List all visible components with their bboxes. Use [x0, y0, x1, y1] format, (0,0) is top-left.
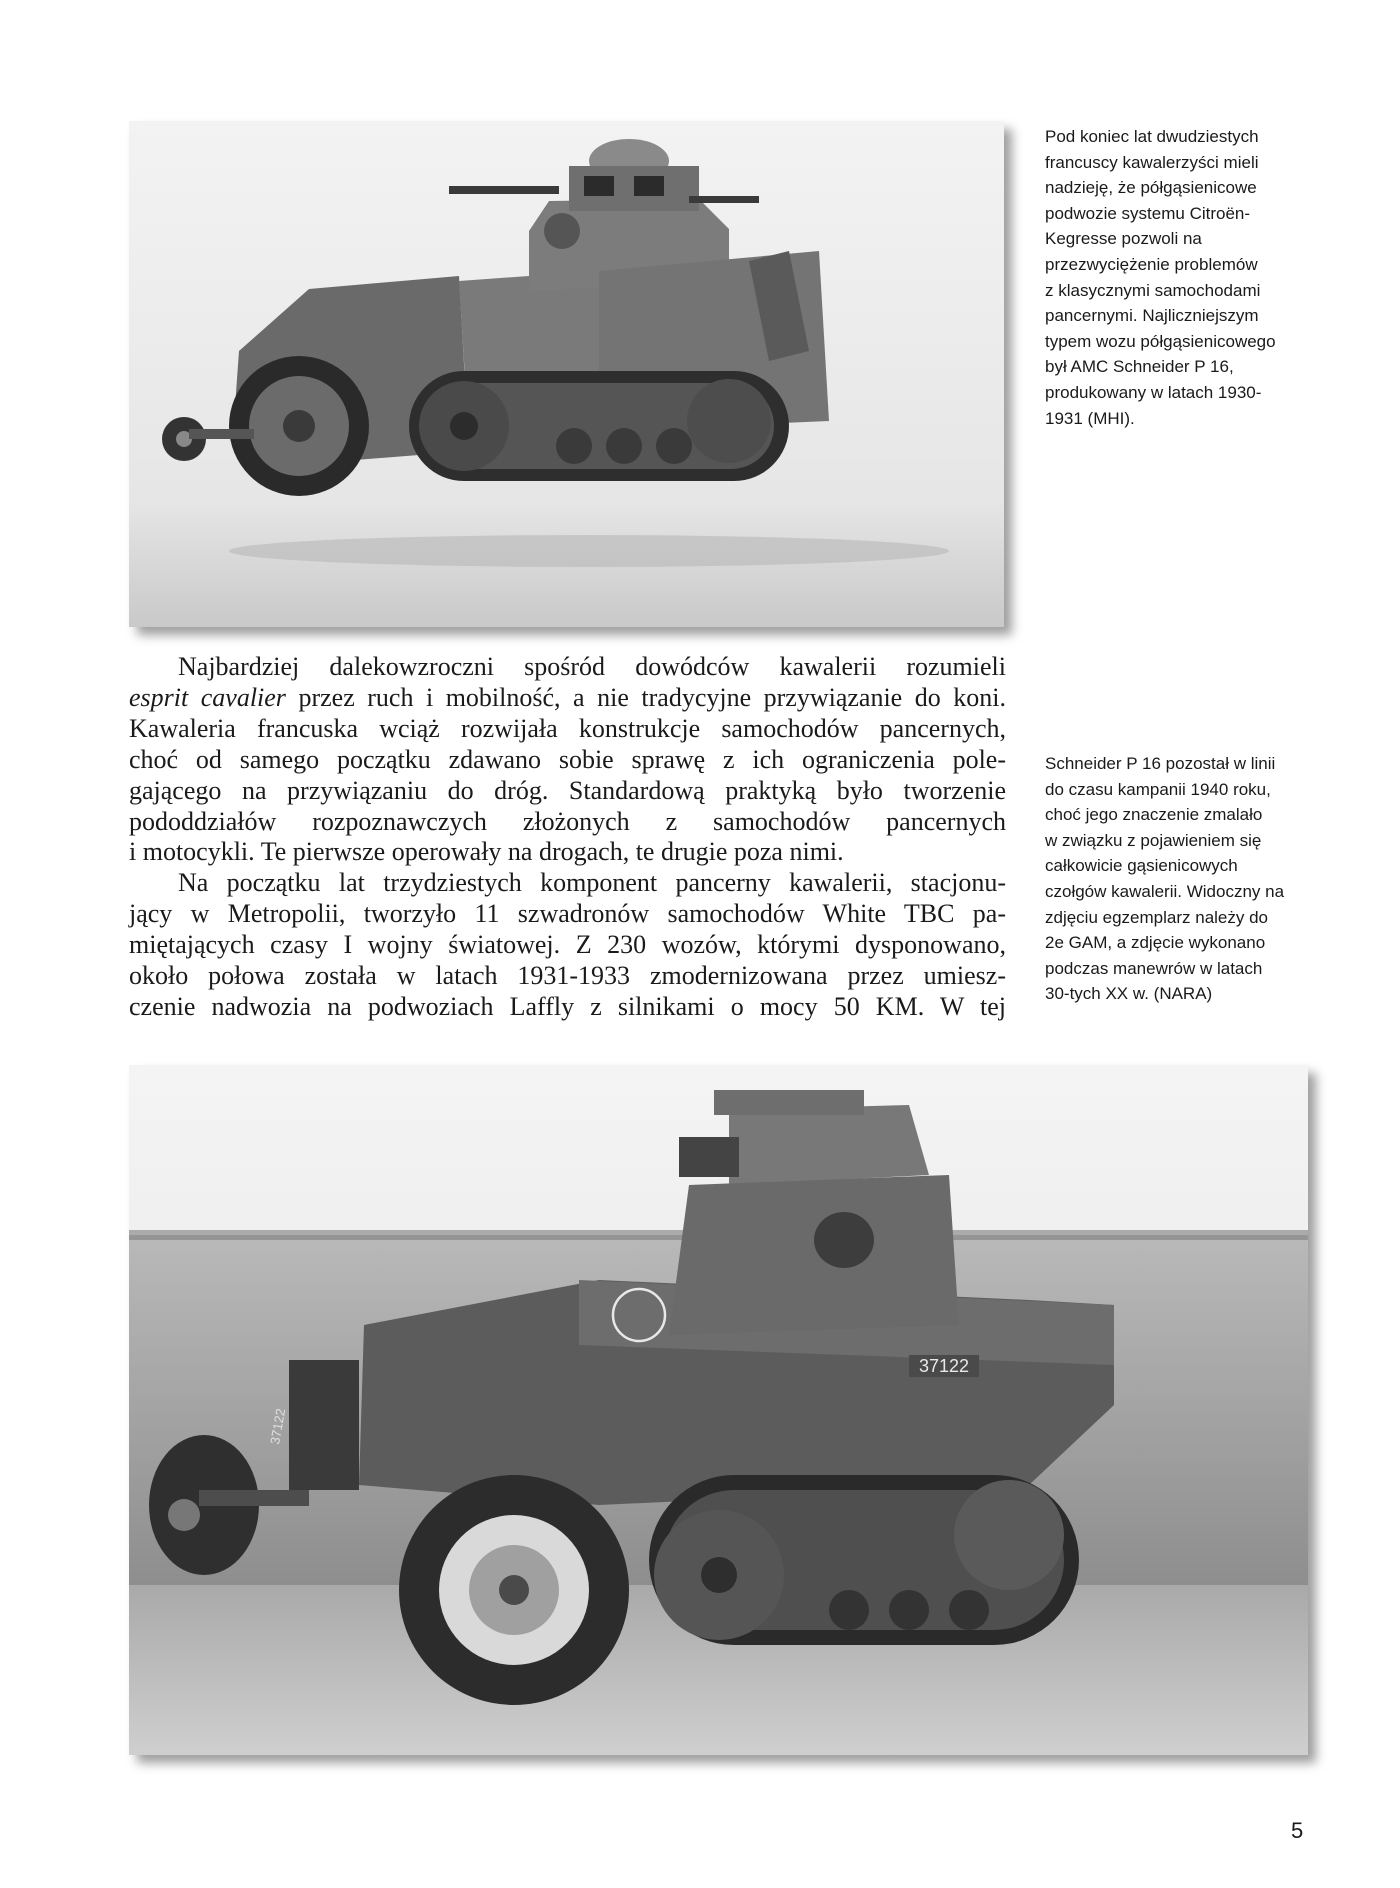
caption-line: Schneider P 16 pozostał w linii [1045, 754, 1276, 773]
body-line: Na początku lat trzydziestych komponent pancerny kawalerii, stacjonu- [178, 868, 1006, 898]
caption-line: pancernymi. Najliczniejszym [1045, 306, 1259, 326]
photo-halftrack-three-quarter-view [129, 1065, 1308, 1755]
body-line: Najbardziej dalekowzroczni spośród dowódców kawalerii rozumieli [178, 652, 1006, 681]
vehicle-plate-front: 37122 [267, 1407, 289, 1446]
caption-line: 30-tych XX w. (NARA) [1045, 984, 1213, 1004]
body-line: około połowa została w latach 1931-1933 zmodernizowana przez umiesz- [129, 961, 1006, 991]
body-line: gającego na przywiązaniu do dróg. Standardową praktyką było tworzenie [129, 775, 1006, 805]
body-line: pododdziałów rozpoznawczych złożonych z samochodów pancernych [129, 806, 1006, 836]
caption-line: do czasu kampanii 1940 roku, [1045, 779, 1271, 799]
body-text [129, 652, 1006, 1023]
body-line: czenie nadwozia na podwoziach Laffly z silnikami o mocy 50 KM. W tej [129, 991, 1006, 1021]
caption-line: podczas manewrów w latach [1045, 958, 1263, 978]
body-emphasis: esprit cavalier [129, 682, 286, 712]
vehicle-plate: 37122 [919, 1356, 970, 1376]
halftrack-field-illustration [129, 1065, 1308, 1755]
caption-line: typem wozu półgąsienicowego [1045, 331, 1276, 351]
body-line: jący w Metropolii, tworzyło 11 szwadronów samochodów White TBC pa- [129, 899, 1006, 929]
caption-line: choć jego znaczenie zmalało [1045, 805, 1263, 825]
caption-line: 2e GAM, a zdjęcie wykonano [1045, 933, 1266, 953]
caption-line: przezwyciężenie problemów [1045, 254, 1258, 274]
caption-line: Pod koniec lat dwudziestych [1045, 127, 1259, 146]
page-number: 5 [1291, 1818, 1304, 1843]
caption-line: podwozie systemu Citroën- [1045, 203, 1251, 223]
caption-line: nadzieję, że półgąsienicowe [1045, 178, 1257, 198]
caption-bottom [1045, 751, 1345, 1007]
halftrack-side-illustration [129, 121, 1004, 627]
photo-halftrack-side-view [129, 121, 1004, 627]
caption-line: był AMC Schneider P 16, [1045, 357, 1234, 377]
caption-line: Kegresse pozwoli na [1045, 229, 1202, 249]
body-line-rest: przez ruch i mobilność, a nie tradycyjne przywiązanie do koni. [285, 682, 1006, 712]
body-line [129, 683, 1006, 714]
caption-line: w związku z pojawieniem się [1045, 830, 1262, 850]
body-line: miętających czasy I wojny światowej. Z 230 wozów, którymi dysponowano, [129, 930, 1006, 960]
caption-line: z klasycznymi samochodami [1045, 280, 1261, 300]
caption-line: czołgów kawalerii. Widoczny na [1045, 881, 1285, 901]
caption-line: zdjęciu egzemplarz należy do [1045, 907, 1269, 927]
caption-line: francuscy kawalerzyści mieli [1045, 152, 1259, 172]
caption-top [1045, 124, 1345, 431]
caption-line: produkowany w latach 1930- [1045, 382, 1262, 402]
body-line: Kawaleria francuska wciąż rozwijała konstrukcje samochodów pancernych, [129, 713, 1006, 743]
body-line: i motocykli. Te pierwsze operowały na drogach, te drugie poza nimi. [129, 837, 844, 867]
caption-line: 1931 (MHI). [1045, 408, 1135, 428]
caption-line: całkowicie gąsienicowych [1045, 856, 1238, 876]
body-line: choć od samego początku zdawano sobie sprawę z ich ograniczenia pole- [129, 744, 1006, 774]
